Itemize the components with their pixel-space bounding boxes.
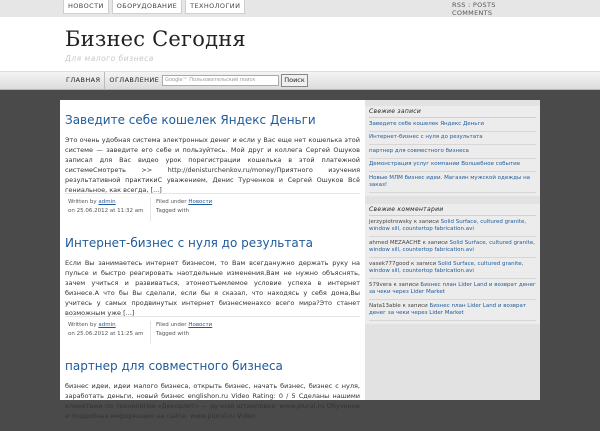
- comment-item: [369, 237, 536, 258]
- post-excerpt: бизнес идеи, идеи малого бизнеса, открыть бизнес, начать бизнес, бизнес с нуля, заработать деньги, новый бизнес englishon.ru Video Rating: 0 / 5 Сделаны нашими клиентами по технологии «Декорлит» — ручная штамповка· www.plural.ru Обучение и подробная информация на сайте. www.plural.ru Video: [65, 382, 360, 420]
- post: [60, 359, 365, 431]
- post: [60, 113, 365, 221]
- post-date: on 25.06.2012 at 11:25 am: [68, 331, 144, 337]
- comment-prep: к записи: [411, 260, 437, 267]
- post-author-info: [65, 198, 151, 221]
- topnav-item-technology[interactable]: ТЕХНОЛОГИИ: [185, 0, 245, 14]
- comment-target-link[interactable]: Бизнес план Lider Land и возврат денег за чеки через Lider Market: [369, 281, 536, 295]
- recent-post-link[interactable]: Новые МЛМ бизнес идеи. Магазин мужской одежды на заказ!: [369, 172, 536, 193]
- widget-title: Свежие записи: [369, 106, 536, 118]
- main-nav: [62, 72, 163, 89]
- nav-item-contents[interactable]: ОГЛАВЛЕНИЕ: [104, 72, 163, 89]
- post-title[interactable]: Интернет-бизнес с нуля до результата: [65, 236, 314, 250]
- recent-posts-widget: [365, 106, 540, 196]
- post-taxonomy: [151, 321, 212, 344]
- comment-item: [369, 300, 536, 321]
- filed-under-label: Filed under: [156, 199, 187, 205]
- post-title[interactable]: Заведите себе кошелек Яндекс Деньги: [65, 113, 316, 127]
- filed-under-label: Filed under: [156, 322, 187, 328]
- nav-item-home[interactable]: ГЛАВНАЯ: [66, 76, 101, 84]
- author-link[interactable]: admin: [98, 199, 116, 205]
- top-bar: [0, 0, 600, 17]
- topnav-item-equipment[interactable]: ОБОРУДОВАНИЕ: [112, 0, 182, 14]
- comment-author: ahmed MEZAACHE: [369, 239, 421, 246]
- site-description: Для малого бизнеса: [65, 54, 154, 63]
- recent-post-link[interactable]: Интернет-бизнес с нуля до результата: [369, 132, 536, 146]
- topnav-item-news[interactable]: НОВОСТИ: [63, 0, 109, 14]
- comment-author: 579vera: [369, 281, 392, 288]
- category-link[interactable]: Новости: [188, 322, 213, 328]
- comment-author: vasek777good: [369, 260, 410, 267]
- recent-post-link[interactable]: партнер для совместного бизнеса: [369, 145, 536, 159]
- post-author-info: [65, 321, 151, 344]
- written-by-label: Written by: [68, 322, 97, 328]
- comment-target-link[interactable]: Solid Surface, cultured granite, window sill, countertop fabrication.avi: [369, 260, 524, 274]
- post-excerpt: Если Вы занимаетесь интернет бизнесом, то Вам всегданужно держать руку на пульсе и быстро реагировать наотдельные изменения.Вам не нужно объяснять, зачем учиться и развиваться, этонеотъемлемое условие успеха в интернет бизнесе.А что бы Вы сделали, если бы я сказал, что находясь у себя дома,Вы учитесь у самых продвинутых интернет бизнесменахсо всего мира?Это станет возможным уже [...]: [65, 259, 360, 317]
- comment-target-link[interactable]: Solid Surface, cultured granite, window sill, countertop fabrication.avi: [369, 239, 535, 253]
- written-by-label: Written by: [68, 199, 97, 205]
- post-meta: [65, 316, 360, 344]
- author-link[interactable]: admin: [98, 322, 116, 328]
- comment-prep: к записи: [393, 281, 419, 288]
- comment-prep: к записи: [422, 239, 448, 246]
- post-meta: [65, 193, 360, 221]
- recent-post-link[interactable]: Демонстрация услуг компании Волшебное событие: [369, 159, 536, 173]
- tagged-with-label: Tagged with: [156, 208, 190, 214]
- comment-author: Nata13able: [369, 302, 401, 309]
- post-excerpt: Это очень удобная система электронных денег и если у Вас еще нет кошелька этой системе — заведите его себе и пользуйтесь. Мой друг и коллега Сергей Ошуков записал для Вас видео урок порегистрации кошелька в этой платежной системеСмотреть >> http://denisturchenkov.ru/money/Приятного изучения результативной практикиС уважением, Денис Турченков и Сергей Ошуков Всё гениальное, как всегда, [...]: [65, 136, 360, 194]
- search-input[interactable]: Google™ Пользовательский поиск: [162, 75, 279, 86]
- comment-author: jerzypiotrowsky: [369, 218, 412, 225]
- main-content: [60, 100, 365, 420]
- post-taxonomy: [151, 198, 212, 221]
- comment-item: [369, 279, 536, 300]
- post-date: on 25.06.2012 at 11:32 am: [68, 208, 144, 214]
- comment-prep: к записи: [413, 218, 439, 225]
- main-navbar: [0, 72, 600, 90]
- tagged-with-label: Tagged with: [156, 331, 190, 337]
- comment-target-link[interactable]: Solid Surface, cultured granite, window sill, countertop fabrication.avi: [369, 218, 527, 232]
- post-title[interactable]: партнер для совместного бизнеса: [65, 359, 283, 373]
- recent-post-link[interactable]: Заведите себе кошелек Яндекс Деньги: [369, 118, 536, 132]
- comment-target-link[interactable]: Бизнес план Lider Land и возврат денег за чеки через Lider Market: [369, 302, 527, 316]
- recent-comments-widget: [365, 204, 540, 324]
- post: [60, 236, 365, 344]
- rss-links[interactable]: [452, 1, 496, 17]
- category-link[interactable]: Новости: [188, 199, 213, 205]
- search-button[interactable]: Поиск: [281, 74, 308, 87]
- site-header: [0, 17, 600, 72]
- site-title[interactable]: Бизнес Сегодня: [65, 27, 246, 51]
- comment-prep: к записи: [402, 302, 428, 309]
- top-nav: [63, 0, 248, 14]
- rss-comments-link[interactable]: COMMENTS: [452, 9, 493, 17]
- sidebar: [365, 100, 540, 400]
- widget-title: Свежие комментарии: [369, 204, 536, 216]
- comment-item: [369, 216, 536, 237]
- rss-posts-link[interactable]: RSS : POSTS: [452, 1, 496, 9]
- comment-item: [369, 258, 536, 279]
